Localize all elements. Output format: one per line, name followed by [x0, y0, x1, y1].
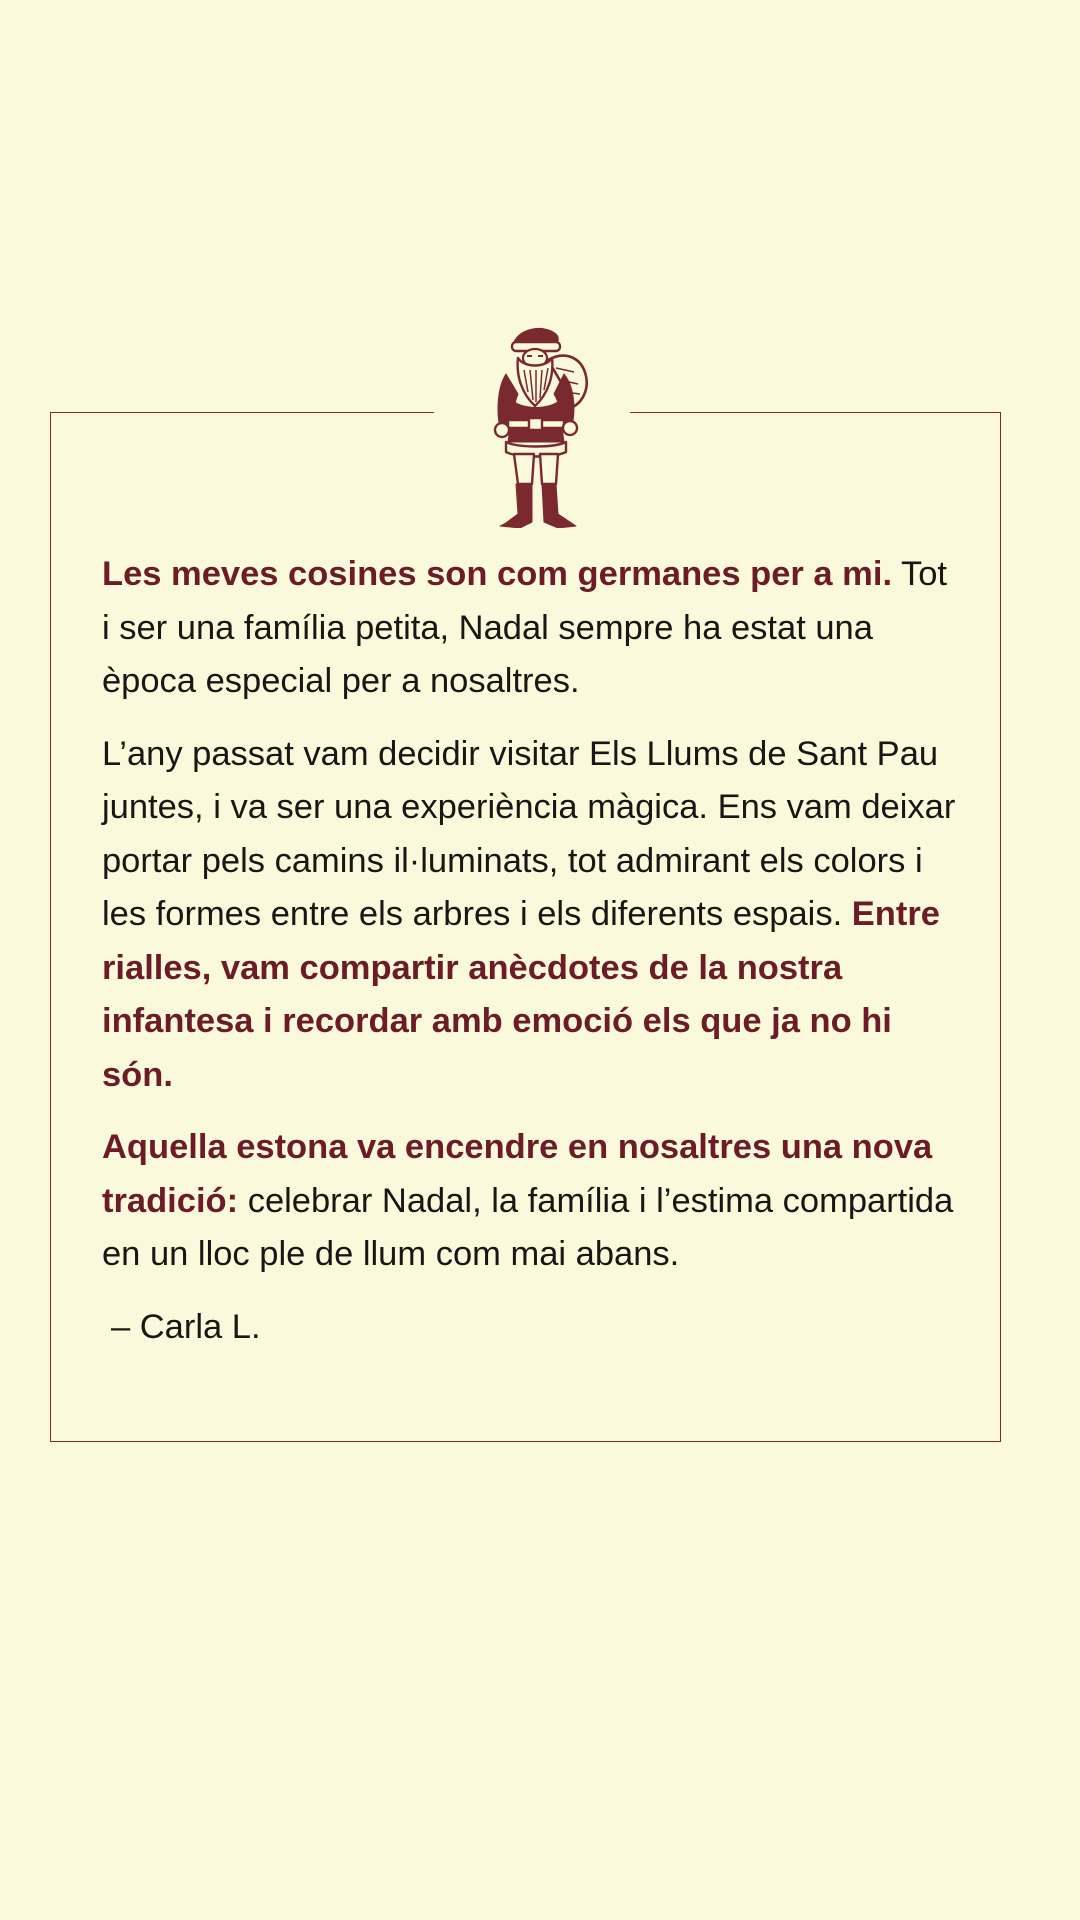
paragraph-2-text: L’any passat vam decidir visitar Els Llums de Sant Pau juntes, i va ser una experiència màgica. Ens vam deixar portar pels camins il·luminats, tot admirant els colors i les formes entre els arbres i els diferents espais. — [102, 734, 956, 933]
paragraph-3 — [102, 1121, 962, 1282]
paragraph-1-highlight: Les meves cosines son com germanes per a mi. — [102, 555, 893, 593]
paragraph-2-highlight: Entre rialles, vam compartir anècdotes de la nostra infantesa i recordar amb emoció els que ja no hi són. — [102, 895, 940, 1094]
paragraph-3-text: celebrar Nadal, la família i l’estima compartida en un lloc ple de llum com mai abans. — [102, 1181, 954, 1273]
testimonial-text — [102, 548, 962, 1373]
paragraph-2 — [102, 728, 962, 1103]
paragraph-3-highlight: Aquella estona va encendre en nosaltres una nova tradició: — [102, 1128, 933, 1220]
signature: – Carla L. — [111, 1307, 261, 1346]
santa-claus-icon — [478, 324, 604, 528]
paragraph-1-text: Tot i ser una família petita, Nadal sempre ha estat una època especial per a nosaltres. — [102, 555, 948, 700]
paragraph-1 — [102, 548, 962, 709]
